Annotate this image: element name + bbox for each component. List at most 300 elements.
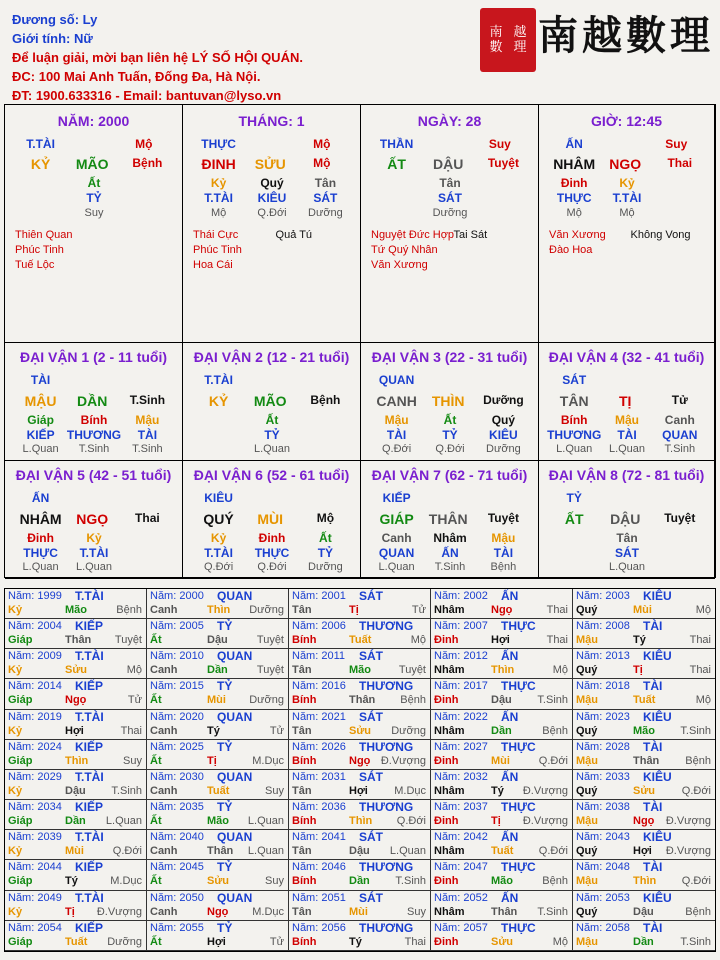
year-phase: Q.Đới (538, 754, 568, 767)
cell-value: Mậu (615, 413, 639, 427)
cell-value: Suy (84, 207, 104, 219)
year-phase: T.Sinh (680, 935, 711, 948)
year-star: QUAN (217, 769, 253, 784)
cell-value: KIÊU (489, 428, 518, 442)
year-branch: Dần (349, 875, 370, 888)
cell-value: THÌN (431, 393, 465, 409)
year-cell (147, 891, 289, 921)
cell-value: Nhâm (433, 531, 467, 545)
year-cell (147, 860, 289, 890)
year-star: THƯƠNG (359, 920, 414, 935)
cell-value: Ất (443, 413, 457, 427)
cell-value: Mộ (313, 137, 331, 151)
star-name: Không Vong (630, 229, 691, 241)
cell-value: MÙI (257, 511, 284, 527)
year-star: TỶ (217, 619, 233, 634)
chart-cell (539, 461, 715, 579)
year-label: Năm: 2050 (150, 891, 204, 904)
cell-value: T.TÀI (204, 373, 233, 387)
year-phase: Bệnh (542, 724, 568, 737)
cell-value: Mộ (566, 207, 582, 219)
star-name: Thiên Quan (15, 229, 73, 241)
year-stem: Tân (292, 664, 312, 677)
cell-value: SÁT (313, 191, 338, 205)
year-label: Năm: 2029 (8, 770, 62, 783)
cell-value: TÀI (137, 428, 158, 442)
cell-value: DẦN (77, 393, 108, 409)
year-phase: Dưỡng (391, 724, 426, 737)
year-cell (5, 710, 147, 740)
year-cell (573, 891, 715, 921)
star-name: Quả Tú (275, 229, 313, 241)
cell-value: Ất (265, 413, 279, 427)
year-stem: Quý (576, 604, 598, 616)
year-cell (147, 921, 289, 951)
year-label: Năm: 2017 (434, 680, 488, 693)
year-label: Năm: 2018 (576, 680, 630, 693)
cell-value: Đinh (560, 176, 588, 190)
year-star: QUAN (217, 830, 253, 845)
cell-value: KỶ (208, 393, 229, 409)
cell-value: TỶ (566, 491, 582, 505)
year-stem: Mậu (576, 634, 598, 647)
chart-cell (183, 343, 361, 461)
year-cell (431, 770, 573, 800)
cell-value: THỰC (201, 137, 236, 151)
cell-value: Thai (135, 511, 160, 525)
year-label: Năm: 2030 (150, 770, 204, 783)
year-star: TỶ (217, 739, 233, 754)
year-star: TỶ (217, 920, 233, 935)
year-label: Năm: 2052 (434, 891, 488, 904)
year-cell (289, 740, 431, 770)
year-stem: Tân (292, 845, 312, 858)
year-phase: Đ.Vượng (665, 845, 711, 858)
year-stem: Canh (150, 784, 178, 797)
year-stem: Giáp (8, 694, 33, 707)
cell-value: Mậu (384, 413, 409, 427)
cell-value: SÁT (438, 191, 462, 205)
chart-cell (361, 343, 539, 461)
year-star: THỰC (501, 800, 536, 815)
cell-value: Dưỡng (308, 561, 343, 573)
year-phase: Q.Đới (681, 784, 711, 797)
year-stem: Ất (150, 935, 162, 948)
cell-title: ĐẠI VẬN 3 (22 - 31 tuổi) (371, 349, 528, 365)
year-cell (573, 921, 715, 951)
year-label: Năm: 2037 (434, 801, 488, 814)
cell-value: Suy (665, 137, 688, 151)
cell-value: T.Sinh (664, 443, 696, 455)
cell-value: NHÂM (553, 156, 596, 172)
cell-value: Tuyệt (664, 511, 696, 525)
cell-value: Q.Đới (435, 443, 465, 455)
year-branch: Dậu (65, 784, 86, 797)
year-phase: Thai (689, 664, 711, 677)
year-stem: Ất (150, 694, 162, 707)
year-star: TỶ (217, 860, 233, 875)
year-cell (147, 589, 289, 619)
year-branch: Tý (207, 724, 220, 737)
cell-value: Mậu (135, 413, 160, 427)
year-star: KIẾP (75, 739, 104, 754)
year-stem: Tân (292, 604, 312, 616)
star-name: Tai Sát (453, 229, 488, 241)
cell-value: SÁT (615, 546, 639, 560)
cell-title: THÁNG: 1 (238, 113, 305, 129)
year-label: Năm: 2028 (576, 740, 630, 753)
year-stem: Quý (576, 724, 598, 737)
cell-value: Dưỡng (308, 207, 343, 219)
cell-value: TÀI (617, 428, 637, 442)
year-branch: Thìn (65, 754, 89, 767)
cell-value: THƯƠNG (547, 428, 602, 442)
cell-value: GIÁP (379, 511, 414, 527)
year-stem: Quý (576, 664, 598, 677)
year-branch: Hợi (633, 845, 652, 858)
year-label: Năm: 2013 (576, 650, 630, 663)
year-label: Năm: 2024 (8, 740, 62, 753)
cell-value: Tân (616, 531, 638, 545)
header-line: Để luận giải, mời bạn liên hệ LÝ SỐ HỘI QUÁN. (12, 50, 303, 65)
year-phase: Mộ (410, 634, 426, 647)
year-phase: Mộ (695, 604, 711, 616)
star-name: Đào Hoa (549, 244, 593, 256)
year-branch: Ngọ (491, 604, 513, 616)
year-label: Năm: 2044 (8, 861, 62, 874)
year-phase: L.Quan (105, 815, 142, 828)
chart-cell (539, 343, 715, 461)
year-cell (147, 770, 289, 800)
year-stem: Bính (292, 815, 317, 828)
year-branch: Mão (349, 664, 371, 677)
year-branch: Tý (633, 634, 646, 647)
year-phase: Suy (265, 875, 284, 888)
year-cell (5, 860, 147, 890)
year-label: Năm: 2056 (292, 921, 346, 934)
year-star: TÀI (643, 679, 663, 694)
year-star: THỰC (501, 920, 536, 935)
year-label: Năm: 2053 (576, 891, 630, 904)
cell-value: Dưỡng (483, 393, 524, 407)
year-star: QUAN (217, 890, 253, 905)
year-cell (431, 740, 573, 770)
header-line: Đương số: Ly (12, 12, 98, 27)
year-stem: Canh (150, 905, 178, 918)
year-label: Năm: 2058 (576, 921, 630, 934)
year-phase: Tuyệt (256, 634, 284, 647)
year-cell (573, 619, 715, 649)
cell-value: QUAN (378, 546, 415, 560)
cell-title: NĂM: 2000 (57, 113, 130, 129)
year-star: THỰC (501, 860, 536, 875)
year-cell (573, 740, 715, 770)
year-label: Năm: 2006 (292, 620, 346, 633)
cell-value: Q.Đới (257, 207, 287, 219)
cell-value: KIÊU (257, 191, 287, 205)
year-branch: Hợi (349, 784, 368, 797)
cell-value: Bệnh (132, 156, 163, 170)
year-label: Năm: 2046 (292, 861, 346, 874)
year-label: Năm: 2055 (150, 921, 204, 934)
cell-value: TÀI (386, 428, 407, 442)
year-cell (431, 891, 573, 921)
year-cell (431, 679, 573, 709)
year-branch: Thân (65, 634, 92, 647)
year-branch: Thìn (491, 664, 515, 677)
cell-value: ĐINH (201, 156, 236, 172)
year-stem: Giáp (8, 875, 33, 888)
cell-value: L.Quan (253, 443, 291, 455)
cell-value: Kỷ (210, 531, 227, 545)
year-label: Năm: 2031 (292, 770, 346, 783)
cell-value: Mộ (135, 137, 153, 151)
year-stem: Kỷ (8, 724, 23, 737)
year-phase: Đ.Vượng (96, 905, 142, 918)
cell-value: Mậu (491, 531, 516, 545)
year-phase: Mộ (126, 664, 142, 677)
year-star: QUAN (217, 709, 253, 724)
year-label: Năm: 2023 (576, 710, 630, 723)
cell-value: Suy (488, 137, 511, 151)
year-star: TÀI (643, 739, 663, 754)
year-branch: Hợi (491, 634, 510, 647)
year-cell (431, 921, 573, 951)
cell-value: L.Quan (608, 561, 646, 573)
cell-title: ĐẠI VẬN 8 (72 - 81 tuổi) (548, 467, 705, 483)
year-phase: T.Sinh (680, 724, 711, 737)
year-label: Năm: 2032 (434, 770, 488, 783)
year-branch: Thân (491, 905, 518, 918)
year-star: SÁT (359, 830, 383, 845)
year-stem: Quý (576, 905, 598, 918)
year-label: Năm: 2051 (292, 891, 346, 904)
star-name: Phúc Tinh (15, 244, 64, 256)
cell-value: T.TÀI (204, 546, 233, 560)
cell-value: KIẾP (382, 491, 411, 505)
year-branch: Tuất (207, 784, 230, 797)
year-branch: Thân (633, 754, 660, 767)
year-phase: Tuyệt (398, 664, 426, 677)
year-star: SÁT (359, 649, 383, 664)
year-label: Năm: 2034 (8, 801, 62, 814)
year-label: Năm: 2019 (8, 710, 62, 723)
year-star: SÁT (359, 769, 383, 784)
year-stem: Đinh (434, 875, 459, 888)
chart-cell (361, 461, 539, 579)
year-branch: Mão (207, 815, 229, 828)
year-stem: Ất (150, 875, 162, 888)
header-line: Giới tính: Nữ (12, 31, 93, 46)
cell-value: Q.Đới (381, 443, 412, 455)
year-star: T.TÀI (75, 830, 104, 845)
cell-value: Mộ (210, 207, 227, 219)
year-stem: Canh (150, 724, 178, 737)
cell-value: Canh (664, 413, 695, 427)
cell-value: QUÝ (203, 511, 234, 527)
header-line: ĐC: 100 Mai Anh Tuấn, Đống Đa, Hà Nội. (12, 69, 261, 84)
year-stem: Nhâm (434, 664, 465, 677)
year-phase: Bệnh (400, 694, 426, 707)
year-stem: Giáp (8, 935, 33, 948)
cell-value: Tuyệt (487, 156, 519, 170)
year-branch: Mùi (349, 905, 368, 918)
year-stem: Mậu (576, 754, 598, 767)
year-branch: Tị (491, 815, 501, 828)
cell-value: DẬU (433, 156, 464, 172)
year-phase: Suy (265, 784, 284, 797)
year-stem: Tân (292, 724, 312, 737)
year-branch: Dậu (349, 845, 370, 858)
year-star: KIÊU (643, 589, 672, 603)
cell-value: T.Sinh (78, 443, 110, 455)
year-label: Năm: 2040 (150, 831, 204, 844)
year-branch: Tý (65, 875, 78, 888)
year-star: THƯƠNG (359, 800, 414, 815)
year-phase: Dưỡng (249, 604, 284, 616)
year-label: Năm: 2025 (150, 740, 204, 753)
year-cell (573, 770, 715, 800)
year-cell (573, 589, 715, 619)
year-stem: Kỷ (8, 784, 23, 797)
year-cell (573, 800, 715, 830)
cell-value: Bính (560, 413, 588, 427)
year-star: THƯƠNG (359, 679, 414, 694)
year-label: Năm: 2010 (150, 650, 204, 663)
year-label: Năm: 2049 (8, 891, 62, 904)
year-phase: Dưỡng (107, 935, 142, 948)
year-stem: Giáp (8, 634, 33, 647)
year-cell (573, 710, 715, 740)
cell-value: TỶ (442, 428, 458, 442)
cell-value: Q.Đới (257, 561, 287, 573)
year-branch: Tý (349, 935, 362, 948)
year-phase: Q.Đới (538, 845, 568, 858)
year-phase: Tử (127, 694, 142, 707)
cell-value: Bệnh (490, 561, 517, 573)
year-branch: Tị (207, 754, 217, 767)
year-label: Năm: 2057 (434, 921, 488, 934)
star-name: Phúc Tinh (193, 244, 242, 256)
year-branch: Ngọ (65, 694, 87, 707)
year-star: SÁT (359, 709, 383, 724)
chart-cell (5, 461, 183, 579)
year-star: KIẾP (75, 920, 104, 935)
year-stem: Kỷ (8, 845, 23, 858)
year-label: Năm: 2047 (434, 861, 488, 874)
year-label: Năm: 2033 (576, 770, 630, 783)
year-label: Năm: 2043 (576, 831, 630, 844)
cell-value: T.Sinh (434, 561, 466, 573)
year-stem: Quý (576, 784, 598, 797)
year-phase: Q.Đới (112, 845, 142, 858)
year-stem: Giáp (8, 815, 33, 828)
year-star: TÀI (643, 800, 663, 815)
year-label: Năm: 2002 (434, 590, 488, 602)
year-star: ẤN (501, 649, 519, 664)
year-stem: Ất (150, 634, 162, 647)
year-label: Năm: 2015 (150, 680, 204, 693)
year-star: KIẾP (75, 860, 104, 875)
cell-value: Tử (671, 393, 688, 407)
header-info (12, 10, 482, 105)
year-branch: Thân (207, 845, 234, 858)
year-cell (289, 619, 431, 649)
year-stem: Đinh (434, 935, 459, 948)
year-star: KIÊU (643, 769, 672, 784)
cell-value: Tân (314, 176, 337, 190)
cell-value: THỰC (556, 191, 592, 205)
cell-value: QUAN (378, 373, 415, 387)
year-stem: Kỷ (8, 604, 23, 616)
cell-value: Đinh (27, 531, 54, 545)
calligraphy-logo: 南越數理 (538, 12, 714, 59)
cell-value: Dưỡng (486, 443, 521, 455)
year-cell (147, 679, 289, 709)
chart-cell (5, 105, 183, 343)
cell-value: L.Quan (75, 561, 113, 573)
year-cell (289, 891, 431, 921)
cell-value: NGỌ (609, 156, 642, 172)
year-cell (573, 860, 715, 890)
year-branch: Mùi (633, 604, 652, 616)
year-branch: Ngọ (207, 905, 229, 918)
year-branch: Tị (633, 664, 643, 677)
year-branch: Ngọ (633, 815, 655, 828)
year-cell (289, 770, 431, 800)
cell-title: ĐẠI VẬN 1 (2 - 11 tuổi) (19, 349, 168, 365)
year-stem: Canh (150, 845, 178, 858)
cell-value: Tuyệt (487, 511, 519, 525)
year-star: KIÊU (643, 830, 672, 845)
cell-value: NHÂM (19, 511, 62, 527)
year-phase: Đ.Vượng (665, 815, 711, 828)
year-branch: Mão (633, 724, 655, 737)
year-star: KIẾP (75, 679, 104, 694)
cell-value: T.Sinh (129, 393, 166, 407)
year-stem: Đinh (434, 754, 459, 767)
cell-title: NGÀY: 28 (417, 113, 482, 129)
year-label: Năm: 2020 (150, 710, 204, 723)
star-name: Nguyệt Đức Hợp (371, 229, 455, 241)
year-label: Năm: 2014 (8, 680, 62, 693)
year-label: Năm: 2027 (434, 740, 488, 753)
year-phase: Mộ (552, 935, 568, 948)
year-label: Năm: 2022 (434, 710, 488, 723)
cell-title: ĐẠI VẬN 5 (42 - 51 tuổi) (15, 467, 172, 483)
year-branch: Tuất (491, 845, 514, 858)
year-phase: Mộ (695, 694, 711, 707)
star-name: Tuế Lộc (15, 259, 55, 271)
year-label: Năm: 1999 (8, 590, 62, 602)
year-phase: M.Dục (252, 754, 284, 767)
cell-value: L.Quan (608, 443, 646, 455)
year-star: ẤN (501, 709, 519, 724)
year-stem: Nhâm (434, 784, 465, 797)
cell-value: ẤN (31, 491, 50, 505)
year-cell (431, 649, 573, 679)
year-stem: Nhâm (434, 604, 465, 616)
year-cell (147, 740, 289, 770)
year-label: Năm: 2009 (8, 650, 62, 663)
cell-value: Mộ (619, 207, 635, 219)
year-cell (147, 619, 289, 649)
cell-value: Bính (80, 413, 108, 427)
cell-value: Kỷ (86, 531, 102, 545)
year-phase: M.Dục (394, 784, 426, 797)
year-branch: Tuất (633, 694, 656, 707)
chart-cell (183, 105, 361, 343)
